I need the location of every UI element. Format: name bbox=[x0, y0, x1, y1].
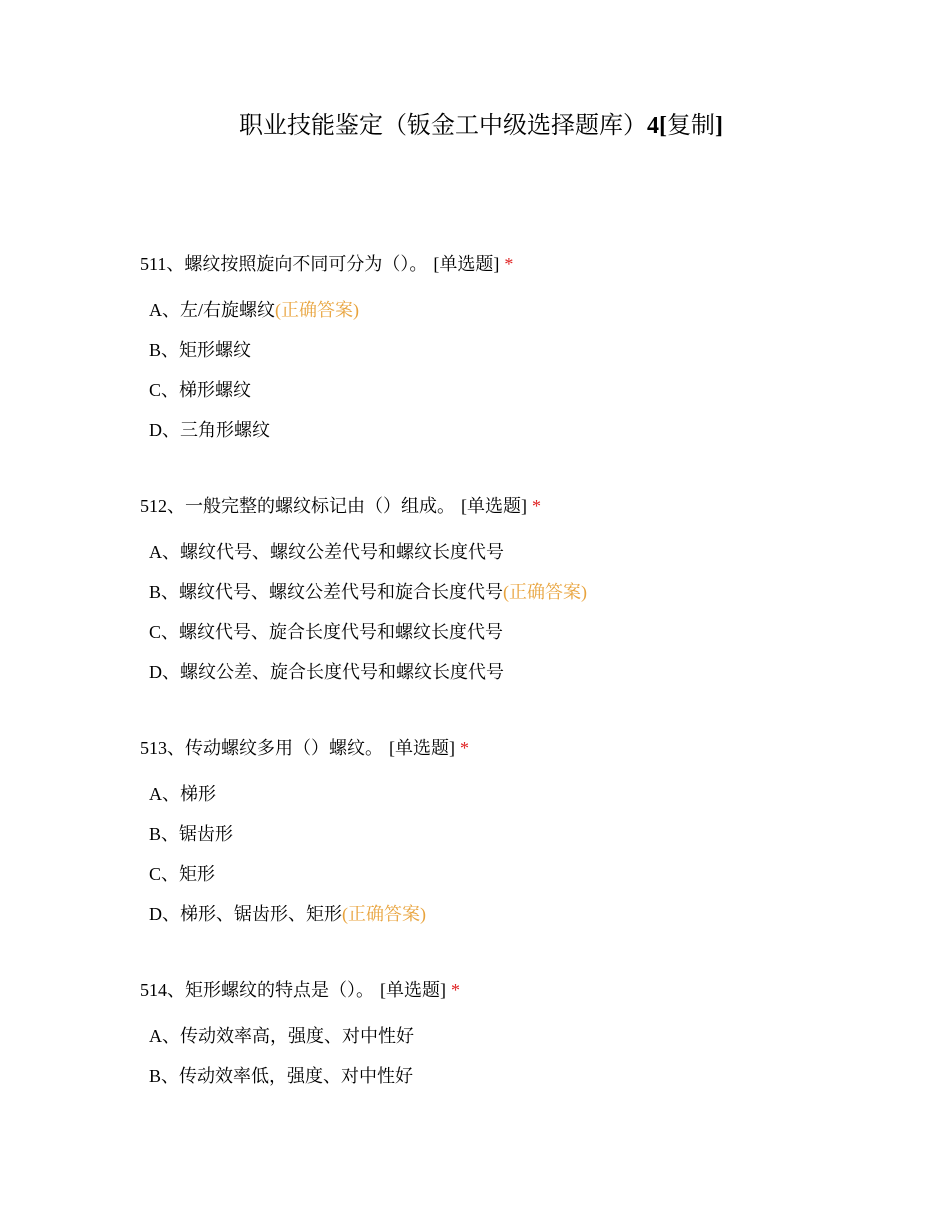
option-text: A、梯形 bbox=[149, 784, 216, 804]
option-text: C、梯形螺纹 bbox=[149, 380, 252, 400]
option-a[interactable] bbox=[149, 1024, 900, 1048]
question-text: 514、矩形螺纹的特点是（）。 bbox=[140, 980, 374, 1000]
question-text: 511、螺纹按照旋向不同可分为（）。 bbox=[140, 254, 428, 274]
option-text: B、传动效率低，强度、对中性好 bbox=[149, 1066, 414, 1086]
option-b[interactable] bbox=[149, 338, 900, 362]
question-stem bbox=[140, 252, 900, 276]
option-text: A、左/右旋螺纹 bbox=[149, 300, 275, 320]
question-type-label: [单选题] bbox=[433, 254, 500, 274]
option-text: D、三角形螺纹 bbox=[149, 420, 270, 440]
option-text: D、螺纹公差、旋合长度代号和螺纹长度代号 bbox=[149, 662, 504, 682]
survey-title-bracket-close: ] bbox=[715, 113, 723, 139]
option-text: A、螺纹代号、螺纹公差代号和螺纹长度代号 bbox=[149, 542, 504, 562]
survey-title-number: 4 bbox=[647, 113, 659, 139]
required-mark: * bbox=[532, 496, 541, 516]
option-text: B、螺纹代号、螺纹公差代号和旋合长度代号 bbox=[149, 582, 504, 602]
option-d[interactable] bbox=[149, 902, 900, 926]
option-text: A、传动效率高，强度、对中性好 bbox=[149, 1026, 414, 1046]
option-text: B、矩形螺纹 bbox=[149, 340, 252, 360]
option-c[interactable] bbox=[149, 862, 900, 886]
question-514 bbox=[140, 978, 900, 1104]
required-mark: * bbox=[460, 738, 469, 758]
question-type-label: [单选题] bbox=[380, 980, 446, 1000]
option-list bbox=[140, 540, 900, 684]
option-list bbox=[140, 1024, 900, 1088]
question-stem bbox=[140, 736, 900, 760]
correct-answer-tag: (正确答案) bbox=[275, 300, 359, 320]
option-b[interactable] bbox=[149, 1064, 900, 1088]
question-stem bbox=[140, 978, 900, 1002]
survey-title-bracket-open: [ bbox=[659, 113, 667, 139]
question-text: 513、传动螺纹多用（）螺纹。 bbox=[140, 738, 383, 758]
option-d[interactable] bbox=[149, 418, 900, 442]
required-mark: * bbox=[504, 254, 514, 274]
option-d[interactable] bbox=[149, 660, 900, 684]
required-mark: * bbox=[451, 980, 460, 1000]
correct-answer-tag: (正确答案) bbox=[503, 582, 588, 602]
question-type-label: [单选题] bbox=[461, 496, 527, 516]
option-text: C、矩形 bbox=[149, 864, 216, 884]
survey-title-main: 职业技能鉴定（钣金工中级选择题库） bbox=[239, 113, 647, 139]
question-stem bbox=[140, 494, 900, 518]
option-a[interactable] bbox=[149, 298, 900, 322]
option-c[interactable] bbox=[149, 378, 900, 402]
question-513 bbox=[140, 736, 900, 942]
option-a[interactable] bbox=[149, 540, 900, 564]
option-b[interactable] bbox=[149, 822, 900, 846]
correct-answer-tag: (正确答案) bbox=[342, 904, 426, 924]
option-b[interactable] bbox=[149, 580, 900, 604]
option-text: C、螺纹代号、旋合长度代号和螺纹长度代号 bbox=[149, 622, 504, 642]
survey-title bbox=[0, 108, 950, 144]
survey-title-copy: 复制 bbox=[667, 113, 715, 139]
question-text: 512、一般完整的螺纹标记由（）组成。 bbox=[140, 496, 455, 516]
option-a[interactable] bbox=[149, 782, 900, 806]
option-list bbox=[140, 298, 900, 442]
option-c[interactable] bbox=[149, 620, 900, 644]
question-512 bbox=[140, 494, 900, 700]
question-type-label: [单选题] bbox=[389, 738, 455, 758]
option-list bbox=[140, 782, 900, 926]
option-text: D、梯形、锯齿形、矩形 bbox=[149, 904, 342, 924]
option-text: B、锯齿形 bbox=[149, 824, 234, 844]
question-511 bbox=[140, 252, 900, 458]
